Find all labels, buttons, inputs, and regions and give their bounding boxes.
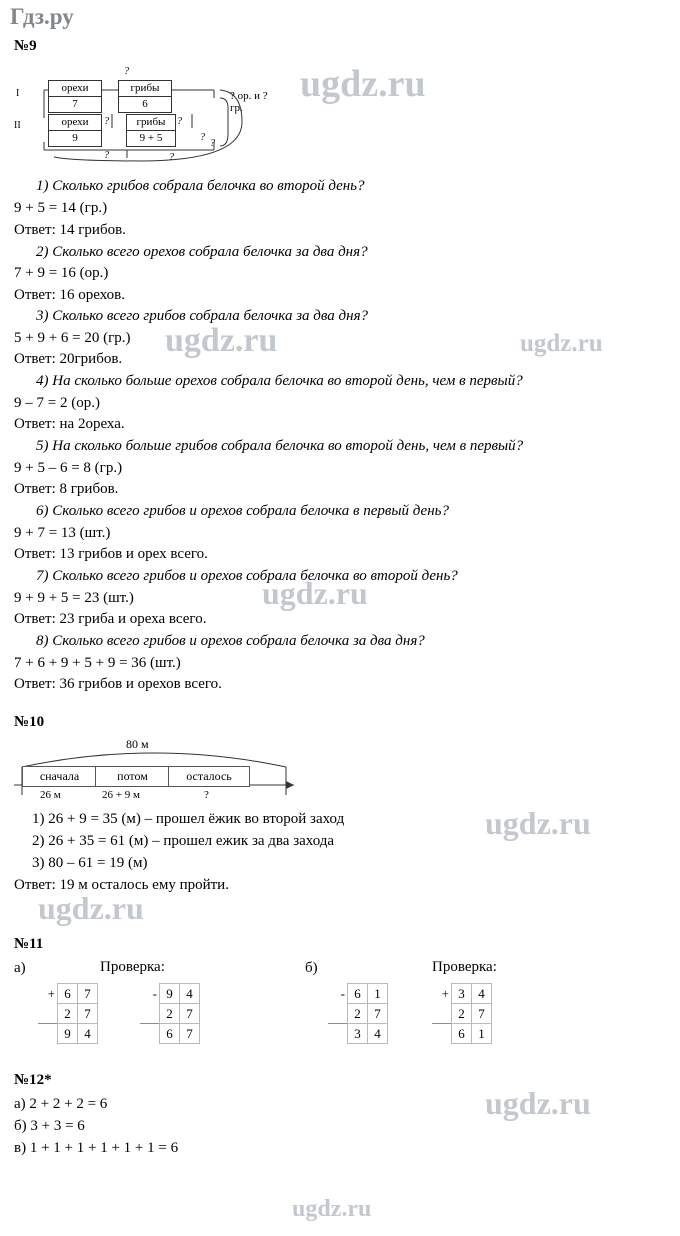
watermark: ugdz.ru [300,63,426,105]
column-sum-a2-mid-tens: 2 [160,1004,180,1024]
column-sum-b1-mid-tens: 2 [348,1004,368,1024]
watermark: ugdz.ru [262,575,368,611]
task-12-line-3: в) 1 + 1 + 1 + 1 + 1 + 1 = 6 [14,1140,179,1156]
column-sum-a2-top-tens: 9 [160,984,180,1004]
task-9-question-5: 5) На сколько больше грибов собрала белочка во второй день, чем в первый? [36,438,524,454]
column-sum-a2-sign: - [152,985,157,1001]
task-11-label-a: а) [14,960,26,976]
column-sum-a1-spacer2 [38,1024,58,1044]
scheme-10-under-3: ? [204,789,209,801]
scheme-9-cell-value-6: 6 [118,96,172,113]
scheme-9-cell-value-7: 7 [48,96,102,113]
scheme-task-9 [14,62,274,167]
scheme-9-qmark-f: ? [210,138,215,149]
column-sum-b1-mid-ones: 7 [368,1004,388,1024]
task-9-solution-1: 9 + 5 = 14 (гр.) [14,200,108,216]
scheme-9-qmark-b: ? [177,116,182,127]
column-sum-b2-mid-tens: 2 [452,1004,472,1024]
column-sum-a1-res-tens: 9 [58,1024,78,1044]
scheme-10-under-2: 26 + 9 м [102,789,140,801]
task-9-answer-7: Ответ: 23 гриба и ореха всего. [14,611,207,627]
task-9-solution-3: 5 + 9 + 6 = 20 (гр.) [14,330,131,346]
task-9-solution-2: 7 + 9 = 16 (ор.) [14,265,109,281]
scheme-9-qmark-d: ? [169,152,174,163]
scheme-9-qmark-top: ? [124,66,129,77]
task-12-line-1: а) 2 + 2 + 2 = 6 [14,1096,108,1112]
task-12-line-2: б) 3 + 3 = 6 [14,1118,85,1134]
column-sum-b1-top-tens: 6 [348,984,368,1004]
scheme-9-cell-mushrooms-1: грибы [118,80,172,97]
scheme-9-qmark-e: ? [200,132,205,143]
task-10-line-2: 2) 26 + 35 = 61 (м) – прошел ежик за два захода [32,833,335,849]
column-sum-a2-top-ones: 4 [180,984,200,1004]
task-9-answer-6: Ответ: 13 грибов и орех всего. [14,546,208,562]
scheme-9-cell-nuts-1: орехи [48,80,102,97]
column-sum-a1-mid-ones: 7 [78,1004,98,1024]
task-9-solution-6: 9 + 7 = 13 (шт.) [14,525,111,541]
scheme-10-total-label: 80 м [126,737,149,751]
column-sum-b2-mid-ones: 7 [472,1004,492,1024]
scheme-task-10 [14,735,294,805]
watermark-top: Гдз.ру [10,4,74,29]
column-sum-b2-top-ones: 4 [472,984,492,1004]
task-9-answer-3: Ответ: 20грибов. [14,351,123,367]
task-number-9: №9 [14,38,37,54]
column-sum-b2-spacer [432,1004,452,1024]
scheme-9-cell-value-9plus5: 9 + 5 [126,130,176,147]
task-9-solution-7: 9 + 9 + 5 = 23 (шт.) [14,590,134,606]
column-sum-b2 [432,983,492,1044]
column-sum-a2-spacer [140,1004,160,1024]
task-10-line-3: 3) 80 – 61 = 19 (м) [32,855,148,871]
column-sum-b1-spacer2 [328,1024,348,1044]
task-9-answer-1: Ответ: 14 грибов. [14,222,126,238]
task-9-answer-8: Ответ: 36 грибов и орехов всего. [14,676,222,692]
scheme-9-qmark-c: ? [104,150,109,161]
column-sum-a2-res-ones: 7 [180,1024,200,1044]
column-sum-b2-res-ones: 1 [472,1024,492,1044]
task-9-question-1: 1) Сколько грибов собрала белочка во второй день? [36,178,365,194]
task-11-check-label-2: Проверка: [432,959,497,975]
column-sum-a1-top-tens: 6 [58,984,78,1004]
column-sum-a1-res-ones: 4 [78,1024,98,1044]
task-9-answer-4: Ответ: на 2ореха. [14,416,125,432]
watermark: ugdz.ru [520,330,603,357]
column-sum-b2-res-tens: 6 [452,1024,472,1044]
column-sum-b1-top-ones: 1 [368,984,388,1004]
column-sum-a1-spacer [38,1004,58,1024]
column-sum-b1-res-tens: 3 [348,1024,368,1044]
task-9-answer-2: Ответ: 16 орехов. [14,287,125,303]
column-sum-a2-mid-ones: 7 [180,1004,200,1024]
column-sum-b1-sign: - [340,985,345,1001]
task-9-answer-5: Ответ: 8 грибов. [14,481,119,497]
task-9-question-2: 2) Сколько всего орехов собрала белочка за два дня? [36,244,368,260]
column-sum-a1-sign: + [47,985,55,1001]
column-sum-b2-spacer2 [432,1024,452,1044]
task-10-line-1: 1) 26 + 9 = 35 (м) – прошел ёжик во второй заход [32,811,345,827]
scheme-9-qmark-a: ? [104,116,109,127]
scheme-10-segment-then: потом [95,766,170,787]
column-sum-a2-res-tens: 6 [160,1024,180,1044]
task-9-question-3: 3) Сколько всего грибов собрала белочка за два дня? [36,308,369,324]
scheme-9-bracket-text: ? ор. и ? гр. [230,90,268,114]
column-sum-a2 [140,983,200,1044]
watermark: ugdz.ru [485,805,591,841]
task-9-solution-4: 9 – 7 = 2 (ор.) [14,395,100,411]
watermark: ugdz.ru [292,1196,372,1222]
column-sum-a1-top-ones: 7 [78,984,98,1004]
watermark: ugdz.ru [165,322,278,359]
scheme-10-under-1: 26 м [40,789,61,801]
task-9-question-8: 8) Сколько всего грибов и орехов собрала белочка за два дня? [36,633,425,649]
column-sum-b2-sign: + [441,985,449,1001]
task-9-solution-5: 9 + 5 – 6 = 8 (гр.) [14,460,123,476]
task-9-solution-8: 7 + 6 + 9 + 5 + 9 = 36 (шт.) [14,655,181,671]
task-11-label-b: б) [305,960,318,976]
scheme-9-cell-value-9: 9 [48,130,102,147]
scheme-9-row-label-1: I [16,88,20,99]
watermark: ugdz.ru [38,890,144,926]
task-11-check-label-1: Проверка: [100,959,165,975]
column-sum-b1 [328,983,388,1044]
scheme-9-cell-mushrooms-2: грибы [126,114,176,131]
scheme-10-segment-first: сначала [22,766,97,787]
task-9-question-7: 7) Сколько всего грибов и орехов собрала белочка во второй день? [36,568,458,584]
task-10-answer: Ответ: 19 м осталось ему пройти. [14,877,229,893]
watermark: ugdz.ru [485,1085,591,1121]
scheme-9-row-label-2: II [14,120,21,131]
scheme-9-cell-nuts-2: орехи [48,114,102,131]
column-sum-b2-top-tens: 3 [452,984,472,1004]
column-sum-b1-res-ones: 4 [368,1024,388,1044]
column-sum-a2-spacer2 [140,1024,160,1044]
scheme-10-segment-left: осталось [168,766,250,787]
column-sum-a1-mid-tens: 2 [58,1004,78,1024]
column-sum-b1-spacer [328,1004,348,1024]
column-sum-a1 [38,983,98,1044]
task-9-question-4: 4) На сколько больше орехов собрала белочка во второй день, чем в первый? [36,373,523,389]
task-number-10: №10 [14,714,45,730]
task-9-question-6: 6) Сколько всего грибов и орехов собрала белочка в первый день? [36,503,449,519]
task-number-12: №12* [14,1072,52,1088]
task-number-11: №11 [14,936,44,952]
